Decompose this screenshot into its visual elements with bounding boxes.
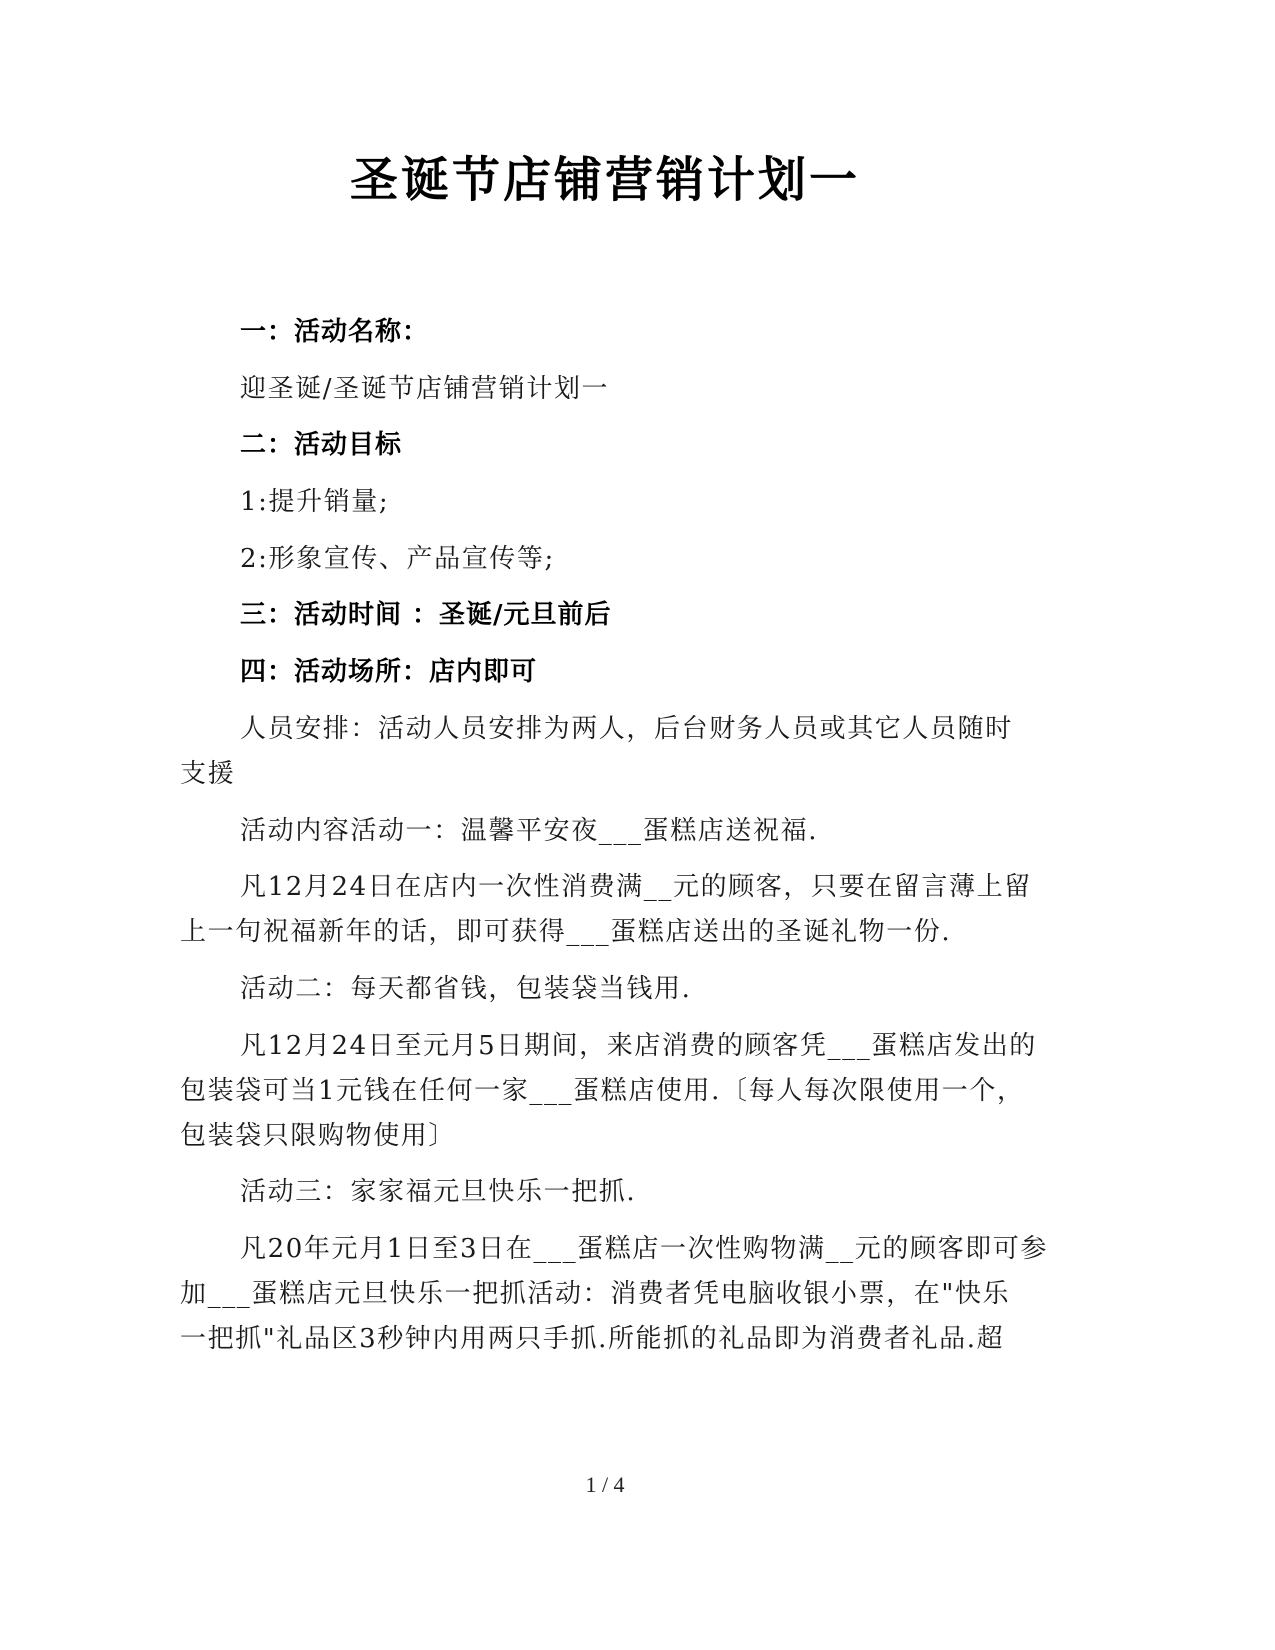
paragraph-line: 支援 bbox=[180, 758, 236, 789]
section-goals-heading bbox=[180, 423, 1050, 468]
heading-text: 四：活动场所：店内即可 bbox=[240, 657, 538, 688]
paragraph-line: 加___蛋糕店元旦快乐一把抓活动：消费者凭电脑收银小票，在"快乐 bbox=[180, 1278, 1011, 1309]
activity-3-detail bbox=[180, 1227, 1050, 1362]
paragraph-line: 活动内容活动一：温馨平安夜___蛋糕店送祝福. bbox=[240, 815, 819, 846]
page-number: 1 / 4 bbox=[585, 1472, 625, 1497]
activity-1-detail bbox=[180, 865, 1050, 955]
heading-text: 三：活动时间 ：圣诞/元旦前后 bbox=[240, 600, 612, 631]
activity-name-value bbox=[180, 367, 1050, 412]
section-activity-name-heading bbox=[180, 310, 1050, 355]
section-time-heading bbox=[180, 593, 1050, 638]
activity-2-detail bbox=[180, 1024, 1050, 1159]
paragraph-line: 2:形象宣传、产品宣传等; bbox=[240, 543, 555, 574]
staffing-paragraph bbox=[180, 707, 1050, 797]
paragraph-line: 包装袋只限购物使用〕 bbox=[180, 1120, 457, 1151]
activity-3-title bbox=[180, 1170, 1050, 1215]
goal-item bbox=[180, 537, 1050, 582]
document-title: 圣诞节店铺营销计划一 bbox=[349, 152, 860, 208]
paragraph-line: 凡12月24日在店内一次性消费满__元的顾客，只要在留言薄上留 bbox=[240, 872, 1032, 903]
heading-text: 二：活动目标 bbox=[240, 430, 403, 461]
activity-1-title bbox=[180, 809, 1050, 854]
goal-item bbox=[180, 480, 1050, 525]
paragraph-line: 包装袋可当1元钱在任何一家___蛋糕店使用.〔每人每次限使用一个， bbox=[180, 1075, 1025, 1106]
paragraph-line: 凡20年元月1日至3日在___蛋糕店一次性购物满__元的顾客即可参 bbox=[240, 1233, 1048, 1264]
paragraph-line: 迎圣诞/圣诞节店铺营销计划一 bbox=[240, 373, 610, 404]
paragraph-line: 一把抓"礼品区3秒钟内用两只手抓.所能抓的礼品即为消费者礼品.超 bbox=[180, 1323, 1005, 1354]
paragraph-line: 上一句祝福新年的话，即可获得___蛋糕店送出的圣诞礼物一份. bbox=[180, 917, 952, 948]
paragraph-line: 凡12月24日至元月5日期间，来店消费的顾客凭___蛋糕店发出的 bbox=[240, 1030, 1037, 1061]
paragraph-line: 人员安排：活动人员安排为两人，后台财务人员或其它人员随时 bbox=[240, 713, 1013, 744]
document-body bbox=[180, 310, 1050, 1374]
heading-text: 一：活动名称： bbox=[240, 317, 430, 347]
paragraph-line: 活动二：每天都省钱，包装袋当钱用. bbox=[240, 973, 692, 1004]
paragraph-line: 活动三：家家福元旦快乐一把抓. bbox=[240, 1177, 637, 1208]
section-venue-heading bbox=[180, 650, 1050, 695]
paragraph-line: 1:提升销量; bbox=[240, 487, 390, 518]
activity-2-title bbox=[180, 967, 1050, 1012]
